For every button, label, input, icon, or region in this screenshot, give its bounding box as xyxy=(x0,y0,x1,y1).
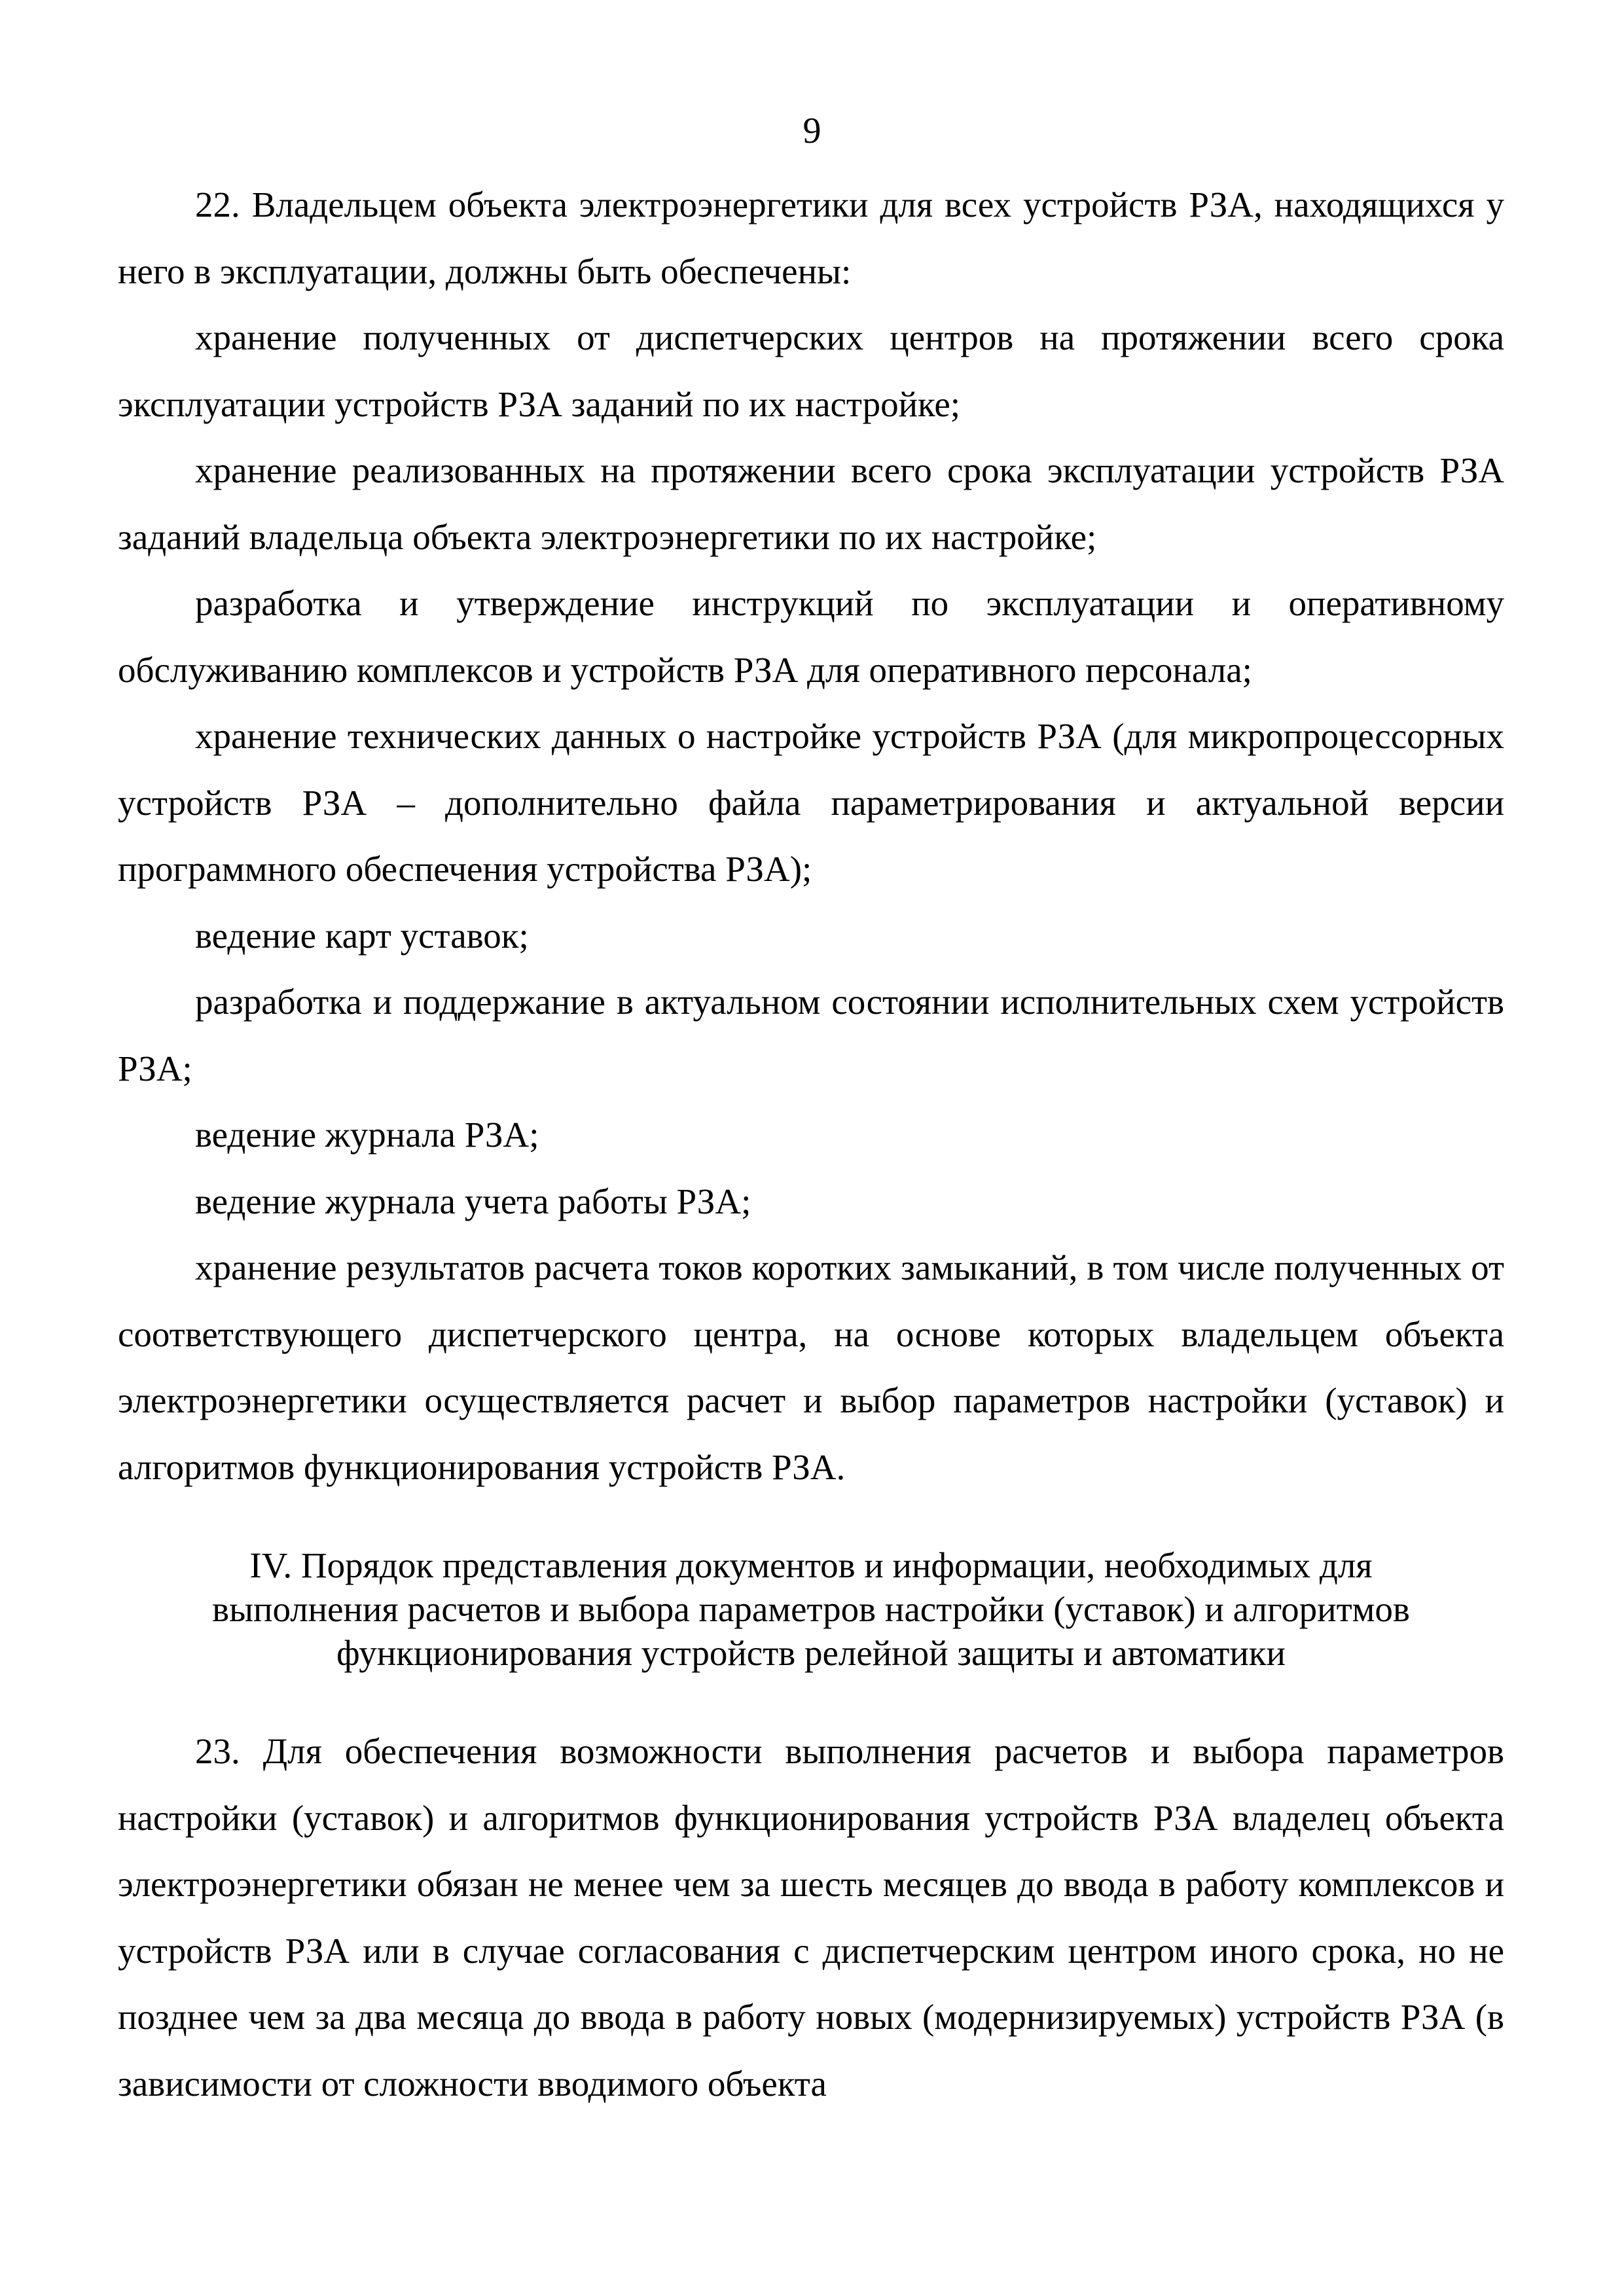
list-item: ведение журнала учета работы РЗА; xyxy=(195,1181,751,1221)
list-item: хранение результатов расчета токов коротких замыканий, в том числе полученных от соответствующего диспетчерского центра, на основе которых владельцем объекта электроэнергетики осуществляется расчет и выбор параметров настройки (уставок) и алгоритмов функционирования устройств РЗА. xyxy=(118,1247,1504,1487)
list-item: хранение полученных от диспетчерских центров на протяжении всего срока эксплуатации устройств РЗА заданий по их настройке; xyxy=(118,317,1504,424)
page-body xyxy=(118,171,1504,2117)
list-item: разработка и поддержание в актуальном состоянии исполнительных схем устройств РЗА; xyxy=(118,982,1504,1088)
list-item: разработка и утверждение инструкций по эксплуатации и оперативному обслуживанию комплексов и устройств РЗА для оперативного персонала; xyxy=(118,583,1504,690)
paragraph-23: 23. Для обеспечения возможности выполнения расчетов и выбора параметров настройки (уставок) и алгоритмов функционирования устройств РЗА владелец объекта электроэнергетики обязан не менее чем за шесть месяцев до ввода в работу комплексов и устройств РЗА или в случае согласования с диспетчерским центром иного срока, но не позднее чем за два месяца до ввода в работу новых (модернизируемых) устройств РЗА (в зависимости от сложности вводимого объекта xyxy=(118,1731,1504,2104)
list-item: хранение реализованных на протяжении всего срока эксплуатации устройств РЗА заданий владельца объекта электроэнергетики по их настройке; xyxy=(118,450,1504,557)
list-item: ведение журнала РЗА; xyxy=(195,1115,539,1155)
list-item: хранение технических данных о настройке устройств РЗА (для микропроцессорных устройств РЗА – дополнительно файла параметрирования и актуальной версии программного обеспечения устройства РЗА); xyxy=(118,716,1504,889)
list-item: ведение карт уставок; xyxy=(195,915,529,956)
section-heading: IV. Порядок представления документов и информации, необходимых для выполнения расчетов и выбора параметров настройки (уставок) и алгоритмов функционирования устройств релейной защиты и автоматики xyxy=(212,1545,1410,1673)
page-number: 9 xyxy=(803,111,821,151)
paragraph-22: 22. Владельцем объекта электроэнергетики для всех устройств РЗА, находящихся у него в эксплуатации, должны быть обеспечены: xyxy=(118,185,1504,291)
